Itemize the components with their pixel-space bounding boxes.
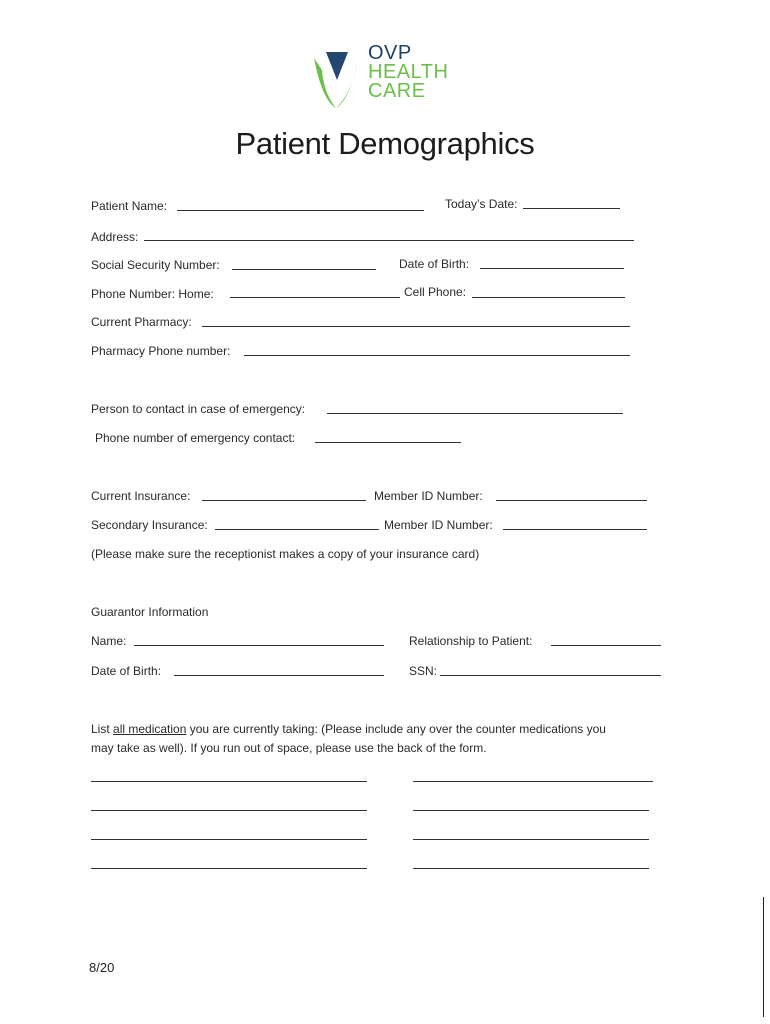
phone-home-field[interactable] <box>230 297 400 298</box>
medication-prefix: List <box>91 722 114 736</box>
medication-line1-rest: you are currently taking: (Please include any over the counter medications you <box>186 722 606 736</box>
page-edge-mark <box>763 897 764 1017</box>
secondary-insurance-field[interactable] <box>215 529 379 530</box>
current-insurance-field[interactable] <box>202 500 366 501</box>
todays-date-label: Today’s Date: <box>445 197 518 211</box>
medication-line-left-3[interactable] <box>91 839 367 840</box>
emergency-phone-label: Phone number of emergency contact: <box>95 431 296 445</box>
medication-instructions-line1 <box>91 722 606 736</box>
todays-date-field[interactable] <box>523 208 620 209</box>
ssn-label: Social Security Number: <box>91 258 220 272</box>
emergency-phone-field[interactable] <box>315 442 461 443</box>
insurance-note: (Please make sure the receptionist makes a copy of your insurance card) <box>91 547 480 561</box>
secondary-member-id-label: Member ID Number: <box>384 518 493 532</box>
medication-line-right-3[interactable] <box>413 839 649 840</box>
logo-text-health: HEALTH <box>368 61 449 83</box>
medication-line-left-2[interactable] <box>91 810 367 811</box>
medication-emphasis: all medication <box>113 722 187 736</box>
guarantor-name-label: Name: <box>91 634 127 648</box>
guarantor-relationship-label: Relationship to Patient: <box>409 634 533 648</box>
secondary-insurance-label: Secondary Insurance: <box>91 518 208 532</box>
guarantor-dob-field[interactable] <box>174 675 384 676</box>
secondary-member-id-field[interactable] <box>503 529 647 530</box>
guarantor-name-field[interactable] <box>134 645 384 646</box>
emergency-contact-label: Person to contact in case of emergency: <box>91 402 306 416</box>
guarantor-heading: Guarantor Information <box>91 605 209 619</box>
member-id-label: Member ID Number: <box>374 489 483 503</box>
company-logo <box>308 44 468 114</box>
medication-line-left-1[interactable] <box>91 781 367 782</box>
guarantor-ssn-field[interactable] <box>440 675 661 676</box>
guarantor-dob-label: Date of Birth: <box>91 664 162 678</box>
ovp-v-mark-icon <box>308 50 364 110</box>
medication-line-right-4[interactable] <box>413 868 649 869</box>
patient-name-label: Patient Name: <box>91 199 168 213</box>
logo-text-care: CARE <box>368 80 426 102</box>
medication-instructions-line2: may take as well). If you run out of space, please use the back of the form. <box>91 741 487 755</box>
cell-phone-label: Cell Phone: <box>404 285 467 299</box>
ssn-field[interactable] <box>232 269 376 270</box>
pharmacy-phone-field[interactable] <box>244 355 630 356</box>
patient-name-field[interactable] <box>177 210 424 211</box>
guarantor-ssn-label: SSN: <box>409 664 438 678</box>
dob-field[interactable] <box>480 268 624 269</box>
form-version: 8/20 <box>89 960 115 975</box>
pharmacy-phone-label: Pharmacy Phone number: <box>91 344 231 358</box>
phone-home-label: Phone Number: Home: <box>91 287 214 301</box>
member-id-field[interactable] <box>496 500 647 501</box>
guarantor-relationship-field[interactable] <box>551 645 661 646</box>
pharmacy-field[interactable] <box>202 326 630 327</box>
medication-line-left-4[interactable] <box>91 868 367 869</box>
cell-phone-field[interactable] <box>472 297 625 298</box>
page-title: Patient Demographics <box>235 126 535 161</box>
current-insurance-label: Current Insurance: <box>91 489 191 503</box>
address-field[interactable] <box>144 240 634 241</box>
emergency-contact-field[interactable] <box>327 413 623 414</box>
pharmacy-label: Current Pharmacy: <box>91 315 192 329</box>
logo-text-ovp: OVP <box>368 42 412 64</box>
dob-label: Date of Birth: <box>399 257 470 271</box>
medication-line-right-2[interactable] <box>413 810 649 811</box>
medication-line-right-1[interactable] <box>413 781 653 782</box>
address-label: Address: <box>91 230 139 244</box>
